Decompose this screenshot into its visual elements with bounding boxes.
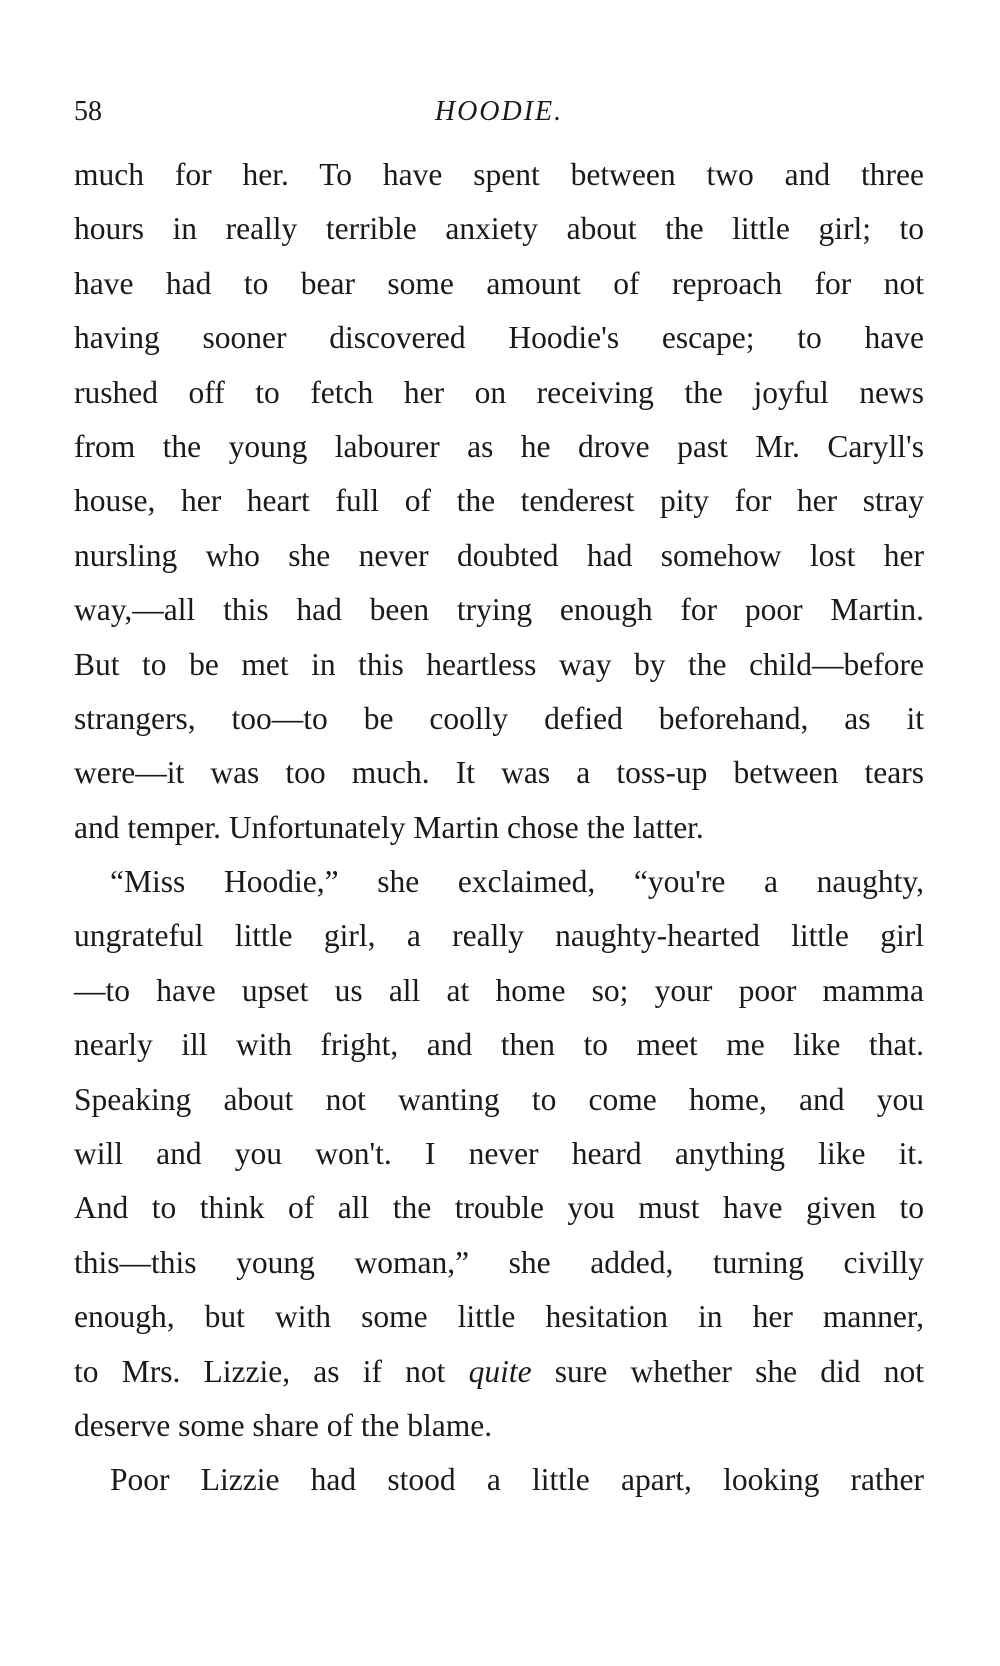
text-line: Poor Lizzie had stood a little apart, looking rather: [110, 1462, 924, 1498]
text-line: hours in really terrible anxiety about the little girl; to: [74, 211, 924, 247]
text-line: and temper. Unfortunately Martin chose the latter.: [74, 809, 704, 845]
text-line: nearly ill with fright, and then to meet me like that.: [74, 1027, 924, 1063]
text-line: were—it was too much. It was a toss-up between tears: [74, 755, 924, 791]
running-title: HOODIE.: [434, 96, 564, 127]
text-line: this—this young woman,” she added, turning civilly: [74, 1244, 924, 1280]
body-text: [74, 148, 924, 1508]
text-line: strangers, too—to be coolly defied beforehand, as it: [74, 700, 924, 736]
text-line: have had to bear some amount of reproach for not: [74, 265, 924, 301]
text-line: will and you won't. I never heard anything like it.: [74, 1136, 924, 1172]
text-line: having sooner discovered Hoodie's escape; to have: [74, 320, 924, 356]
text-line: deserve some share of the blame.: [74, 1407, 493, 1443]
text-line: But to be met in this heartless way by the child—before: [74, 646, 924, 682]
text-line: from the young labourer as he drove past Mr. Caryll's: [74, 428, 924, 464]
page-number: 58: [74, 96, 102, 127]
text-line: rushed off to fetch her on receiving the joyful news: [74, 374, 924, 410]
text-line: Speaking about not wanting to come home, and you: [74, 1081, 924, 1117]
text-line: house, her heart full of the tenderest pity for her stray: [74, 483, 924, 519]
text-line: [74, 1345, 924, 1399]
text-line: ungrateful little girl, a really naughty-hearted little girl: [74, 918, 924, 954]
text-line: “Miss Hoodie,” she exclaimed, “you're a naughty,: [110, 864, 924, 900]
running-head: [74, 96, 924, 136]
text-line: nursling who she never doubted had somehow lost her: [74, 537, 924, 573]
text-line: And to think of all the trouble you must have given to: [74, 1190, 924, 1226]
text-line: way,—all this had been trying enough for poor Martin.: [74, 592, 924, 628]
text-segment: to Mrs. Lizzie, as if not: [74, 1353, 469, 1389]
italic-text: quite: [468, 1353, 532, 1389]
text-segment: sure whether she did not: [531, 1353, 924, 1389]
text-line: much for her. To have spent between two and three: [74, 157, 924, 192]
text-line: —to have upset us all at home so; your poor mamma: [74, 972, 924, 1008]
text-line: enough, but with some little hesitation in her manner,: [74, 1299, 924, 1335]
